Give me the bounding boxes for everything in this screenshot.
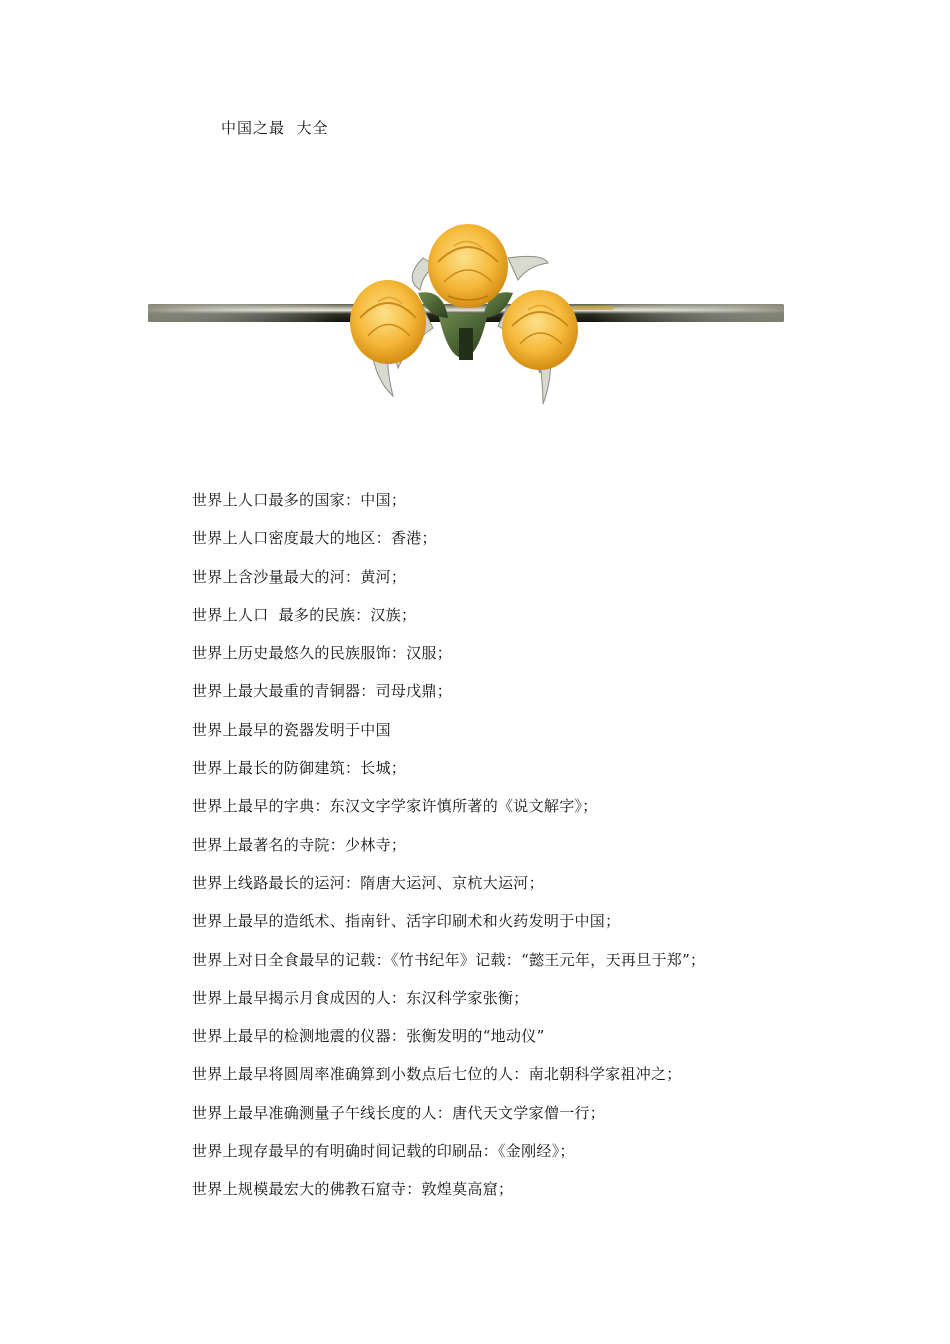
list-item: 世界上人口最多的国家：中国； xyxy=(192,491,407,509)
list-item: 世界上历史最悠久的民族服饰：汉服； xyxy=(192,644,453,663)
list-item: 世界上最早的瓷器发明于中国 xyxy=(192,720,391,739)
list-item: 世界上含沙量最大的河：黄河； xyxy=(192,567,407,586)
list-item: 世界上最著名的寺院：少林寺； xyxy=(192,835,407,854)
list-item: 世界上规模最宏大的佛教石窟寺：敦煌莫高窟； xyxy=(192,1180,514,1199)
list-item: 世界上最早准确测量子午线长度的人：唐代天文学家僧一行； xyxy=(192,1103,606,1122)
list-item: 世界上现存最早的有明确时间记载的印刷品：《金刚经》； xyxy=(192,1142,575,1161)
list-item: 世界上最长的防御建筑：长城； xyxy=(192,759,407,778)
list-item: 世界上线路最长的运河：隋唐大运河、京杭大运河； xyxy=(192,873,544,892)
facts-list xyxy=(192,490,705,1218)
list-item: 世界上最早的字典：东汉文字学家许慎所著的《说文解字》； xyxy=(192,797,598,816)
page-title: 中国之最 大全 xyxy=(221,119,329,137)
list-item: 世界上最大最重的青铜器：司母戊鼎； xyxy=(192,682,453,701)
list-item: 世界上人口 最多的民族：汉族； xyxy=(192,605,417,624)
list-item: 世界上最早的造纸术、指南针、活字印刷术和火药发明于中国； xyxy=(192,912,621,931)
list-item: 世界上最早将圆周率准确算到小数点后七位的人：南北朝科学家祖冲之； xyxy=(192,1065,682,1084)
list-item: 世界上对日全食最早的记载：《竹书纪年》记载：“懿王元年，天再旦于郑”； xyxy=(192,950,706,969)
list-item: 世界上最早揭示月食成因的人：东汉科学家张衡； xyxy=(192,988,529,1007)
list-item: 世界上人口密度最大的地区：香港； xyxy=(192,529,437,548)
list-item: 世界上最早的检测地震的仪器：张衡发明的“地动仪” xyxy=(192,1027,545,1046)
yellow-roses-divider-icon xyxy=(148,218,784,408)
